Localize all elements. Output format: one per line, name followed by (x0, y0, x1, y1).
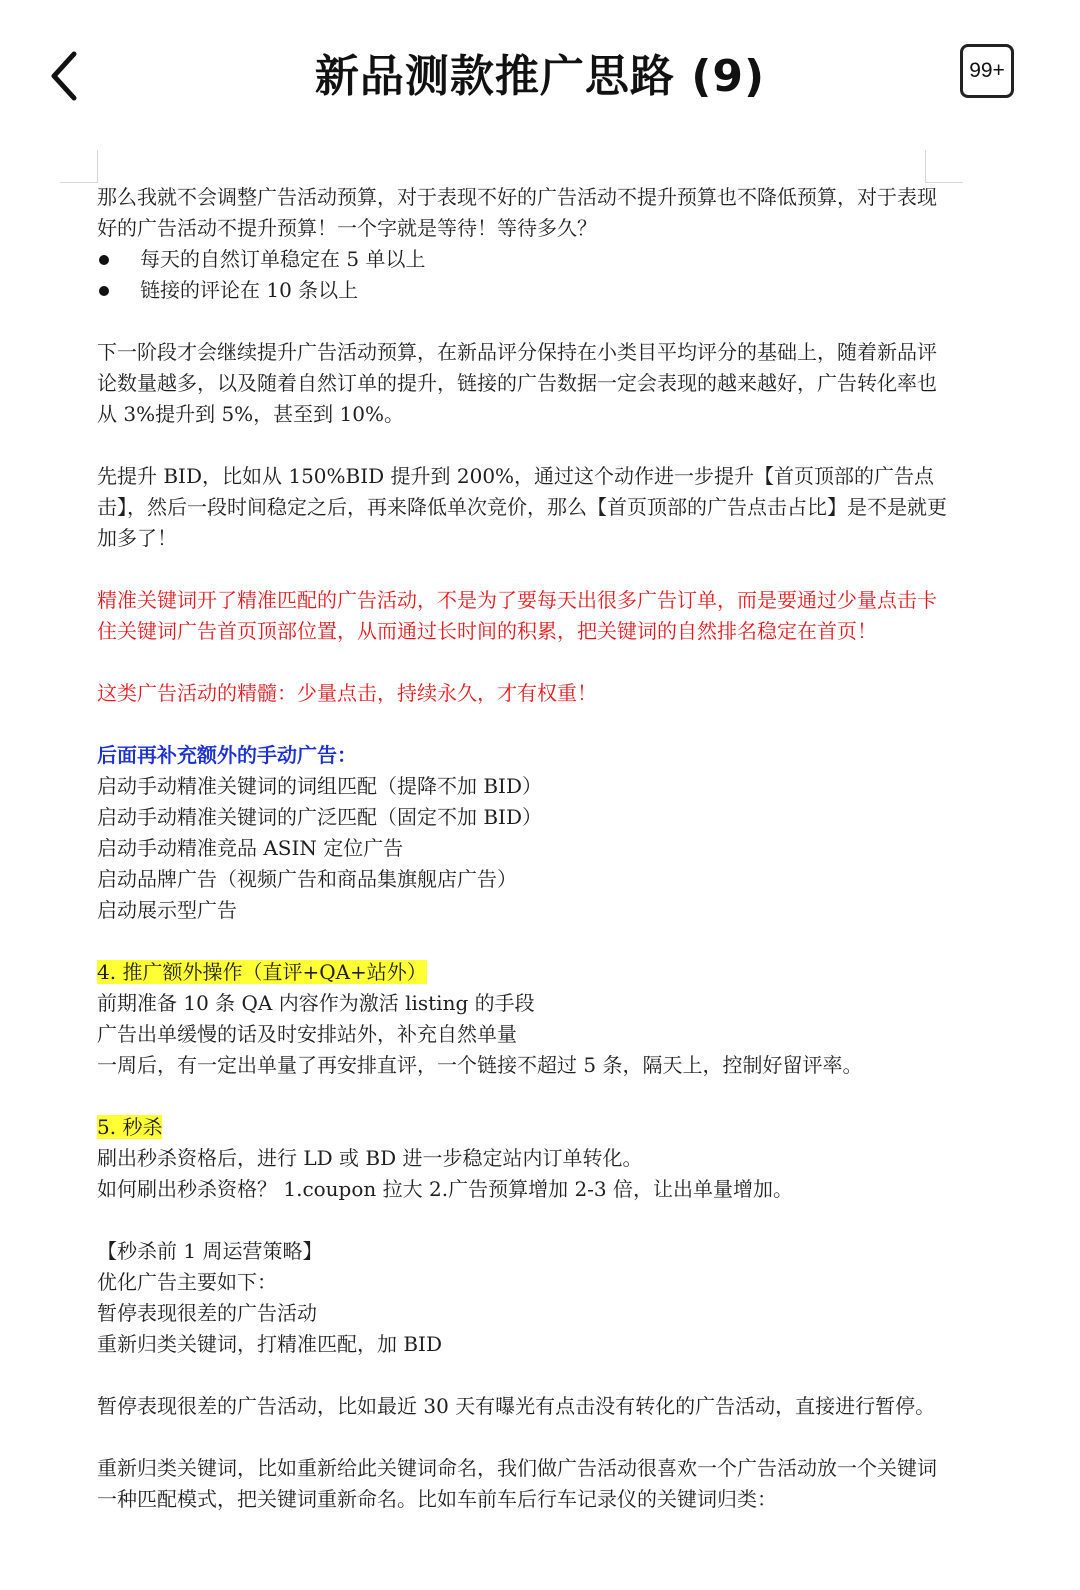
section-5-line: 刷出秒杀资格后，进行 LD 或 BD 进一步稳定站内订单转化。 (97, 1146, 643, 1170)
bullet-dot-icon (99, 255, 109, 265)
bullet-dot-icon (99, 286, 109, 296)
manual-ad-item: 启动手动精准竞品 ASIN 定位广告 (97, 836, 404, 860)
page-count-badge[interactable]: 99+ (960, 44, 1014, 98)
strategy-line: 重新归类关键词，打精准匹配，加 BID (97, 1332, 442, 1356)
paragraph-pause: 暂停表现很差的广告活动，比如最近 30 天有曝光有点击没有转化的广告活动，直接进行暂停。 (97, 1394, 936, 1418)
section-5-line: 如何刷出秒杀资格？ 1.coupon 拉大 2.广告预算增加 2-3 倍，让出单量增加。 (97, 1177, 794, 1201)
top-bar (0, 0, 1080, 150)
page-corner-mark-left (60, 150, 98, 183)
strategy-line: 暂停表现很差的广告活动 (97, 1301, 317, 1325)
section-4-line: 广告出单缓慢的话及时安排站外，补充自然单量 (97, 1022, 517, 1046)
page-title: 新品测款推广思路 (9) (314, 51, 766, 102)
paragraph-budget: 那么我就不会调整广告活动预算，对于表现不好的广告活动不提升预算也不降低预算，对于表现好的广告活动不提升预算！一个字就是等待！等待多久？ (97, 185, 937, 240)
paragraph-next-stage: 下一阶段才会继续提升广告活动预算，在新品评分保持在小类目平均评分的基础上，随着新品评论数量越多，以及随着自然订单的提升，链接的广告数据一定会表现的越来越好，广告转化率也从 3%提升到 5%，甚至到 10%。 (97, 340, 937, 426)
red-note-exact-match: 精准关键词开了精准匹配的广告活动，不是为了要每天出很多广告订单，而是要通过少量点击卡住关键词广告首页顶部位置，从而通过长时间的积累，把关键词的自然排名稳定在首页！ (97, 588, 937, 643)
manual-ads-heading: 后面再补充额外的手动广告： (97, 743, 357, 767)
paragraph-reclassify: 重新归类关键词，比如重新给此关键词命名，我们做广告活动很喜欢一个广告活动放一个关键词一种匹配模式，把关键词重新命名。比如车前车后行车记录仪的关键词归类： (97, 1456, 937, 1511)
red-note-essence: 这类广告活动的精髓：少量点击，持续永久，才有权重！ (97, 681, 597, 705)
strategy-heading: 【秒杀前 1 周运营策略】 (97, 1239, 323, 1263)
manual-ad-item: 启动手动精准关键词的广泛匹配（固定不加 BID） (97, 805, 542, 829)
manual-ad-item: 启动品牌广告（视频广告和商品集旗舰店广告） (97, 867, 517, 891)
bullet-item: 每天的自然订单稳定在 5 单以上 (97, 244, 947, 275)
paragraph-bid: 先提升 BID，比如从 150%BID 提升到 200%，通过这个动作进一步提升【首页顶部的广告点击】，然后一段时间稳定之后，再来降低单次竞价，那么【首页顶部的广告点击占比】是不是就更加多了！ (97, 464, 947, 550)
document-body (97, 182, 947, 1515)
page-corner-mark-right (925, 150, 963, 183)
section-5-heading: 5. 秒杀 (97, 1115, 163, 1139)
bullet-item: 链接的评论在 10 条以上 (97, 275, 947, 306)
manual-ad-item: 启动手动精准关键词的词组匹配（提降不加 BID） (97, 774, 542, 798)
section-4-heading: 4. 推广额外操作（直评+QA+站外） (97, 960, 427, 984)
manual-ad-item: 启动展示型广告 (97, 898, 237, 922)
strategy-line: 优化广告主要如下： (97, 1270, 277, 1294)
section-4-line: 一周后，有一定出单量了再安排直评，一个链接不超过 5 条，隔天上，控制好留评率。 (97, 1053, 863, 1077)
section-4-line: 前期准备 10 条 QA 内容作为激活 listing 的手段 (97, 991, 535, 1015)
